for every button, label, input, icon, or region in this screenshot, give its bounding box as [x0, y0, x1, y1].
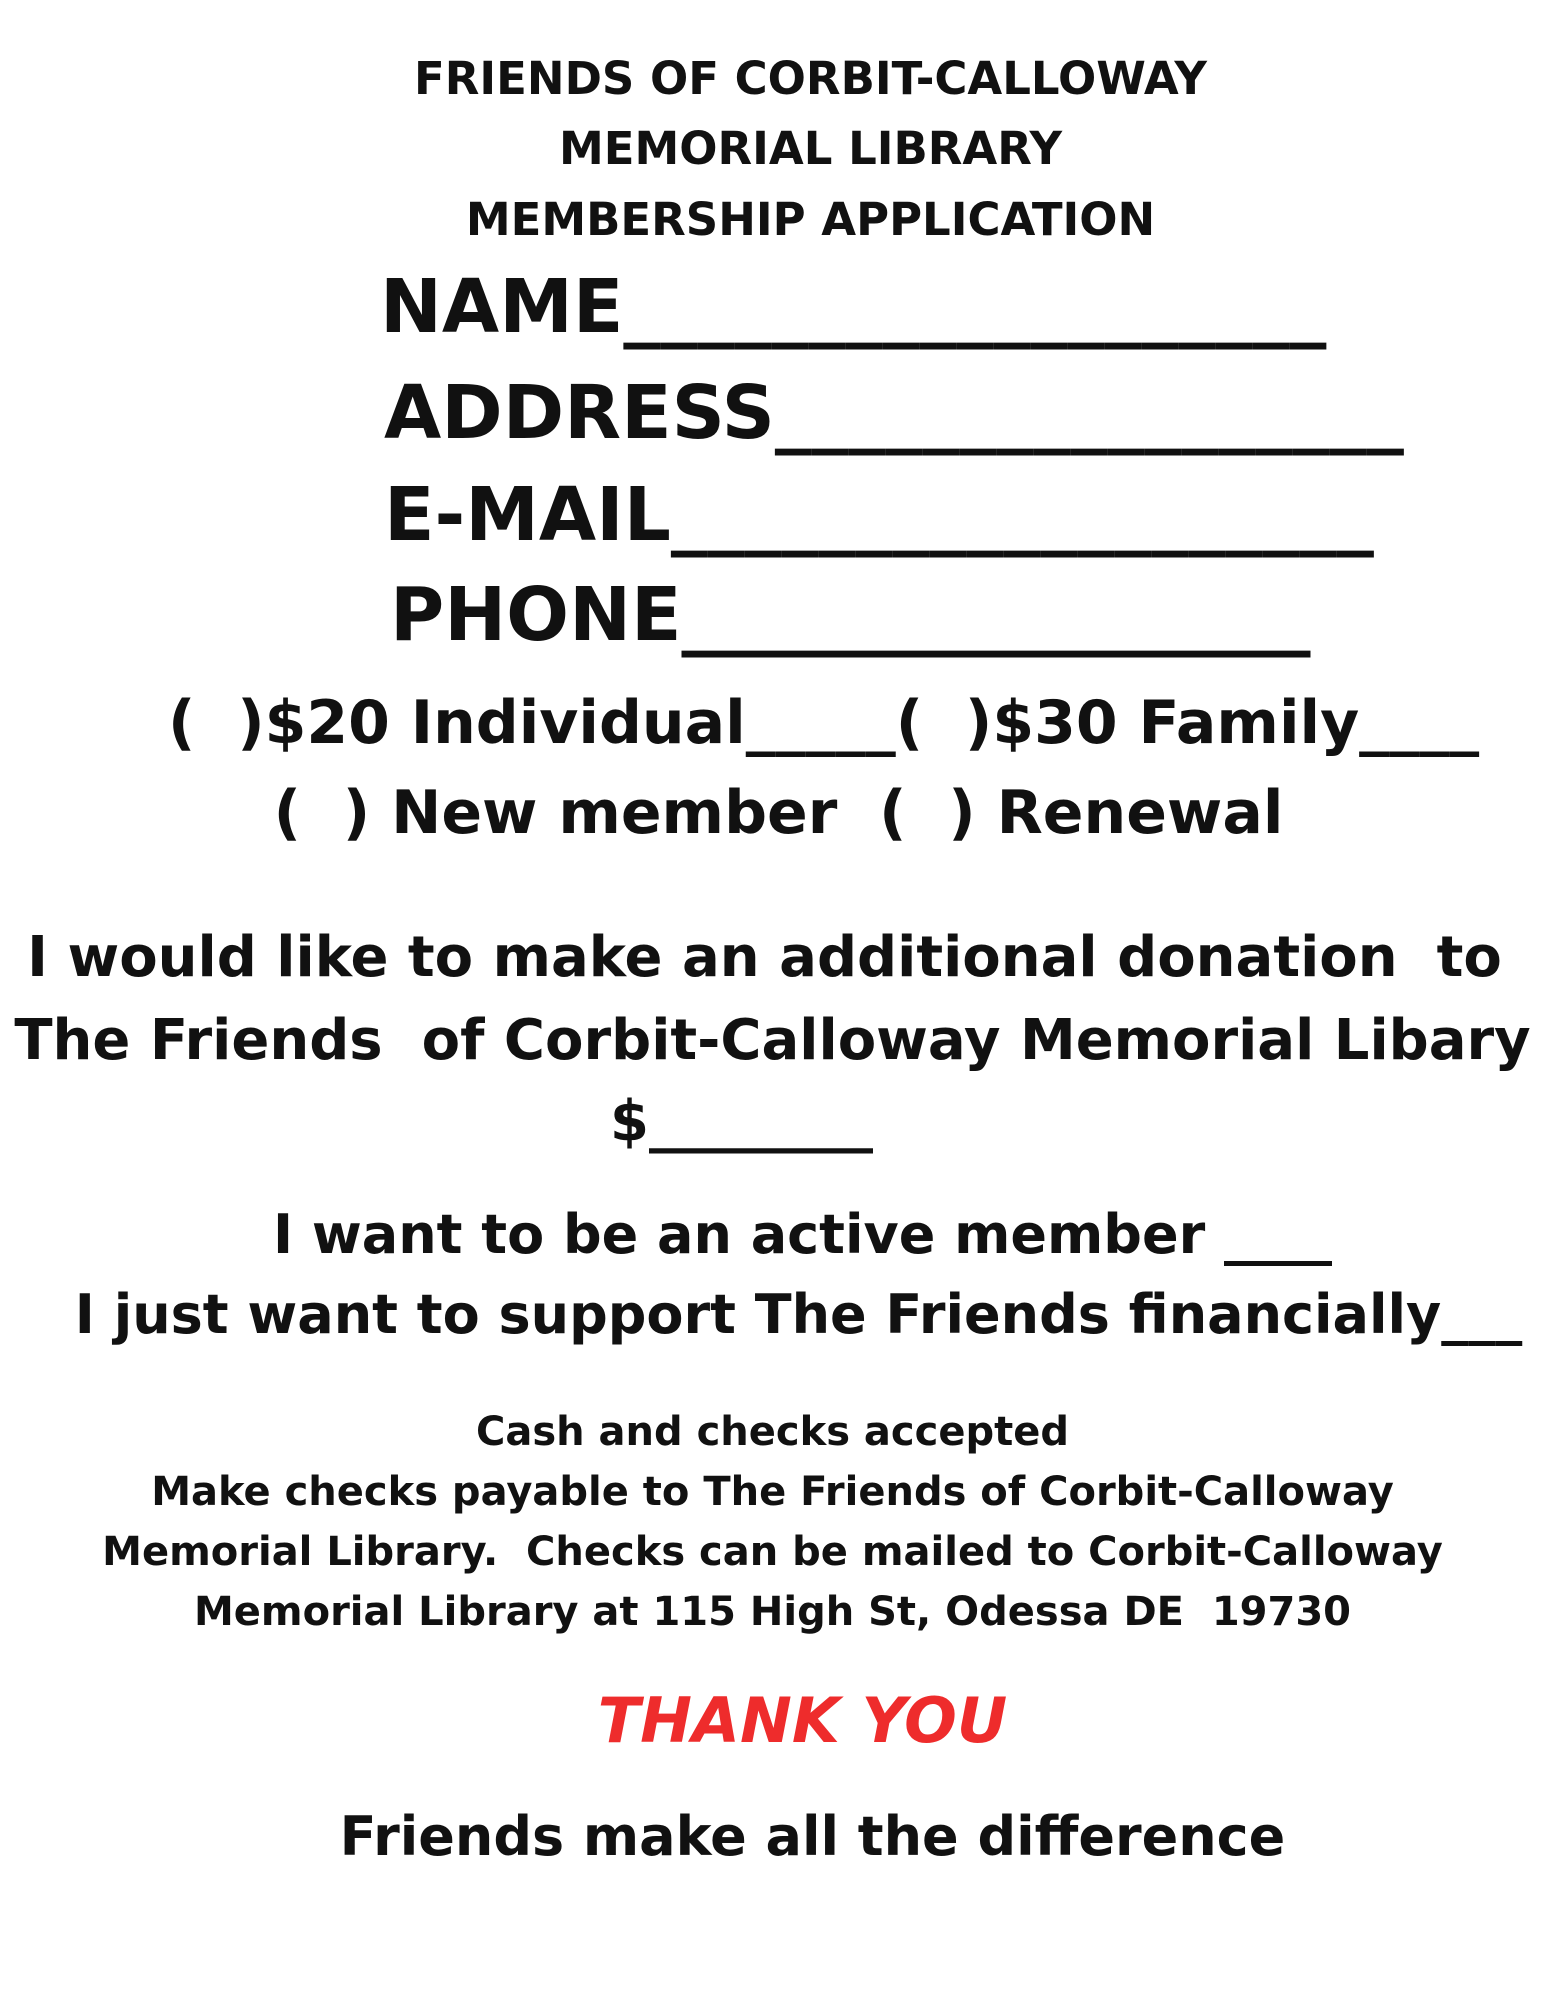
header-line-2: MEMORIAL LIBRARY	[558, 122, 1063, 175]
payment-line-3: Memorial Library. Checks can be mailed to Corbit-Calloway	[102, 1529, 1443, 1575]
active-member-line[interactable]: I want to be an active member ____	[272, 1203, 1332, 1266]
email-field[interactable]: E-MAIL___________________	[384, 472, 1374, 558]
donation-line-1: I would like to make an additional donation to	[27, 925, 1502, 990]
tagline-text: Friends make all the difference	[339, 1805, 1286, 1868]
payment-line-2: Make checks payable to The Friends of Corbit-Calloway	[151, 1469, 1394, 1515]
phone-field[interactable]: PHONE_________________	[390, 572, 1311, 658]
thank-you-text: THANK YOU	[597, 1684, 1008, 1757]
donation-amount-field[interactable]: $________	[610, 1089, 873, 1154]
financial-support-line[interactable]: I just want to support The Friends financially___	[74, 1283, 1523, 1346]
payment-line-4: Memorial Library at 115 High St, Odessa DE 19730	[193, 1589, 1351, 1635]
payment-line-1: Cash and checks accepted	[475, 1409, 1069, 1455]
membership-status-options[interactable]: ( ) New member ( ) Renewal	[273, 778, 1284, 848]
header-line-1: FRIENDS OF CORBIT-CALLOWAY	[414, 52, 1207, 105]
address-field[interactable]: ADDRESS_________________	[384, 370, 1404, 456]
membership-type-options[interactable]: ( )$20 Individual_____( )$30 Family____	[168, 688, 1480, 758]
donation-line-2: The Friends of Corbit-Calloway Memorial Libary	[14, 1008, 1531, 1073]
header-line-3: MEMBERSHIP APPLICATION	[465, 193, 1156, 246]
name-field[interactable]: NAME___________________	[380, 264, 1327, 350]
